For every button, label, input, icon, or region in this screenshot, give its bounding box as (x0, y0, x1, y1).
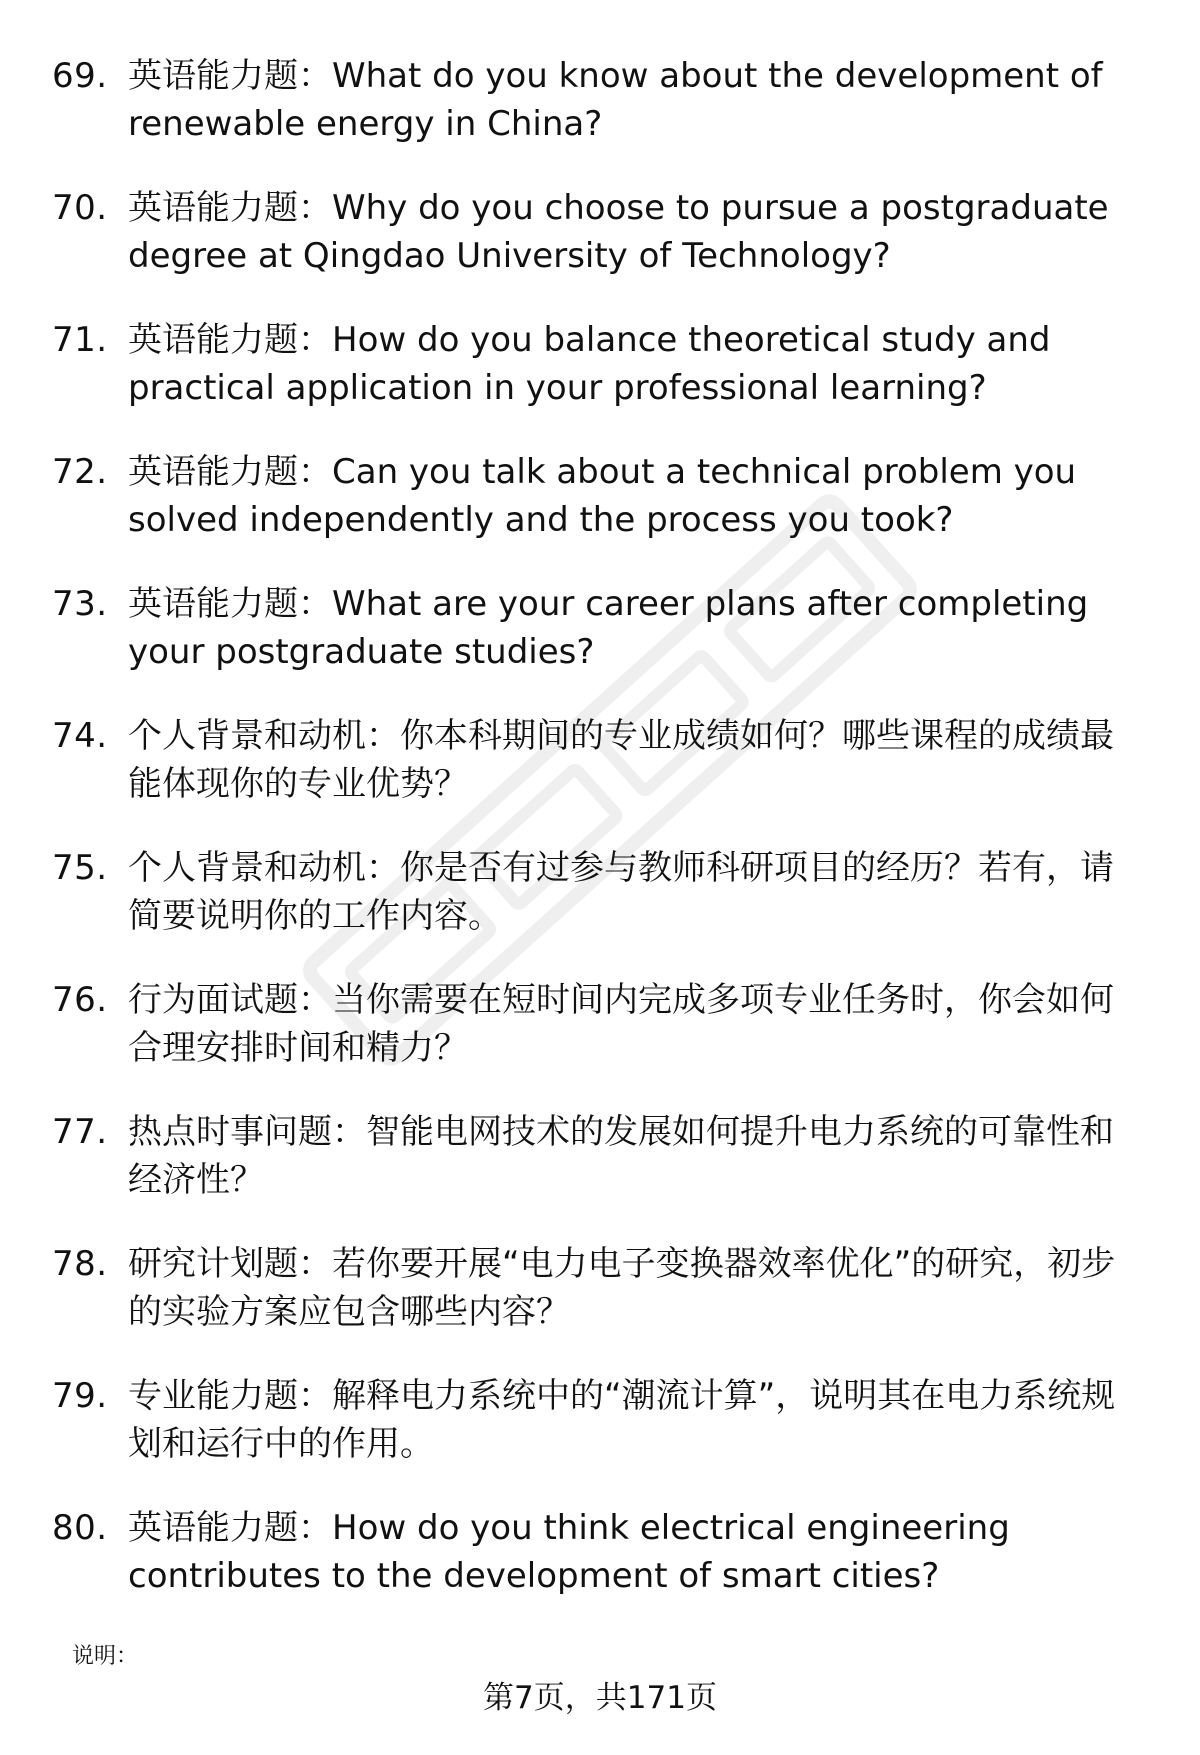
question-number: 77. (52, 1112, 108, 1152)
question-item (0, 448, 1200, 580)
question-text: 个人背景和动机：你是否有过参与教师科研项目的经历？若有，请简要说明你的工作内容。 (128, 848, 1114, 936)
question-number: 73. (52, 584, 108, 624)
question-item (0, 184, 1200, 316)
question-text: 英语能力题：What are your career plans after completing your postgraduate studies? (128, 584, 1089, 672)
question-text: 专业能力题：解释电力系统中的“潮流计算”，说明其在电力系统规划和运行中的作用。 (128, 1376, 1116, 1464)
question-text: 个人背景和动机：你本科期间的专业成绩如何？哪些课程的成绩最能体现你的专业优势？ (128, 716, 1114, 804)
question-number: 76. (52, 980, 108, 1020)
question-text: 英语能力题：How do you balance theoretical study and practical application in your professional learning? (128, 320, 1051, 408)
question-number: 79. (52, 1376, 108, 1416)
question-text: 行为面试题：当你需要在短时间内完成多项专业任务时，你会如何合理安排时间和精力？ (128, 980, 1114, 1068)
question-text: 研究计划题：若你要开展“电力电子变换器效率优化”的研究，初步的实验方案应包含哪些内容？ (128, 1244, 1116, 1332)
question-item (0, 1108, 1200, 1240)
note-label: 说明： (72, 1644, 139, 1669)
question-item (0, 712, 1200, 844)
question-item (0, 976, 1200, 1108)
page-footer: 第7页，共171页 (483, 1680, 717, 1716)
question-item (0, 1504, 1200, 1636)
question-number: 72. (52, 452, 108, 492)
question-number: 75. (52, 848, 108, 888)
question-text: 英语能力题：Can you talk about a technical problem you solved independently and the process you took? (128, 452, 1077, 540)
question-number: 69. (52, 56, 108, 96)
question-text: 英语能力题：What do you know about the development of renewable energy in China? (128, 56, 1103, 144)
question-item (0, 316, 1200, 448)
question-number: 74. (52, 716, 108, 756)
question-item (0, 1240, 1200, 1372)
question-item (0, 844, 1200, 976)
question-item (0, 1372, 1200, 1504)
question-item (0, 580, 1200, 712)
question-number: 71. (52, 320, 108, 360)
question-text: 英语能力题：How do you think electrical engineering contributes to the development of smart cities? (128, 1508, 1010, 1596)
question-number: 80. (52, 1508, 108, 1548)
question-list (0, 52, 1200, 1636)
question-text: 热点时事问题：智能电网技术的发展如何提升电力系统的可靠性和经济性？ (128, 1112, 1114, 1200)
question-item (0, 52, 1200, 184)
question-number: 70. (52, 188, 108, 228)
question-text: 英语能力题：Why do you choose to pursue a postgraduate degree at Qingdao University of Technology? (128, 188, 1109, 276)
question-number: 78. (52, 1244, 108, 1284)
